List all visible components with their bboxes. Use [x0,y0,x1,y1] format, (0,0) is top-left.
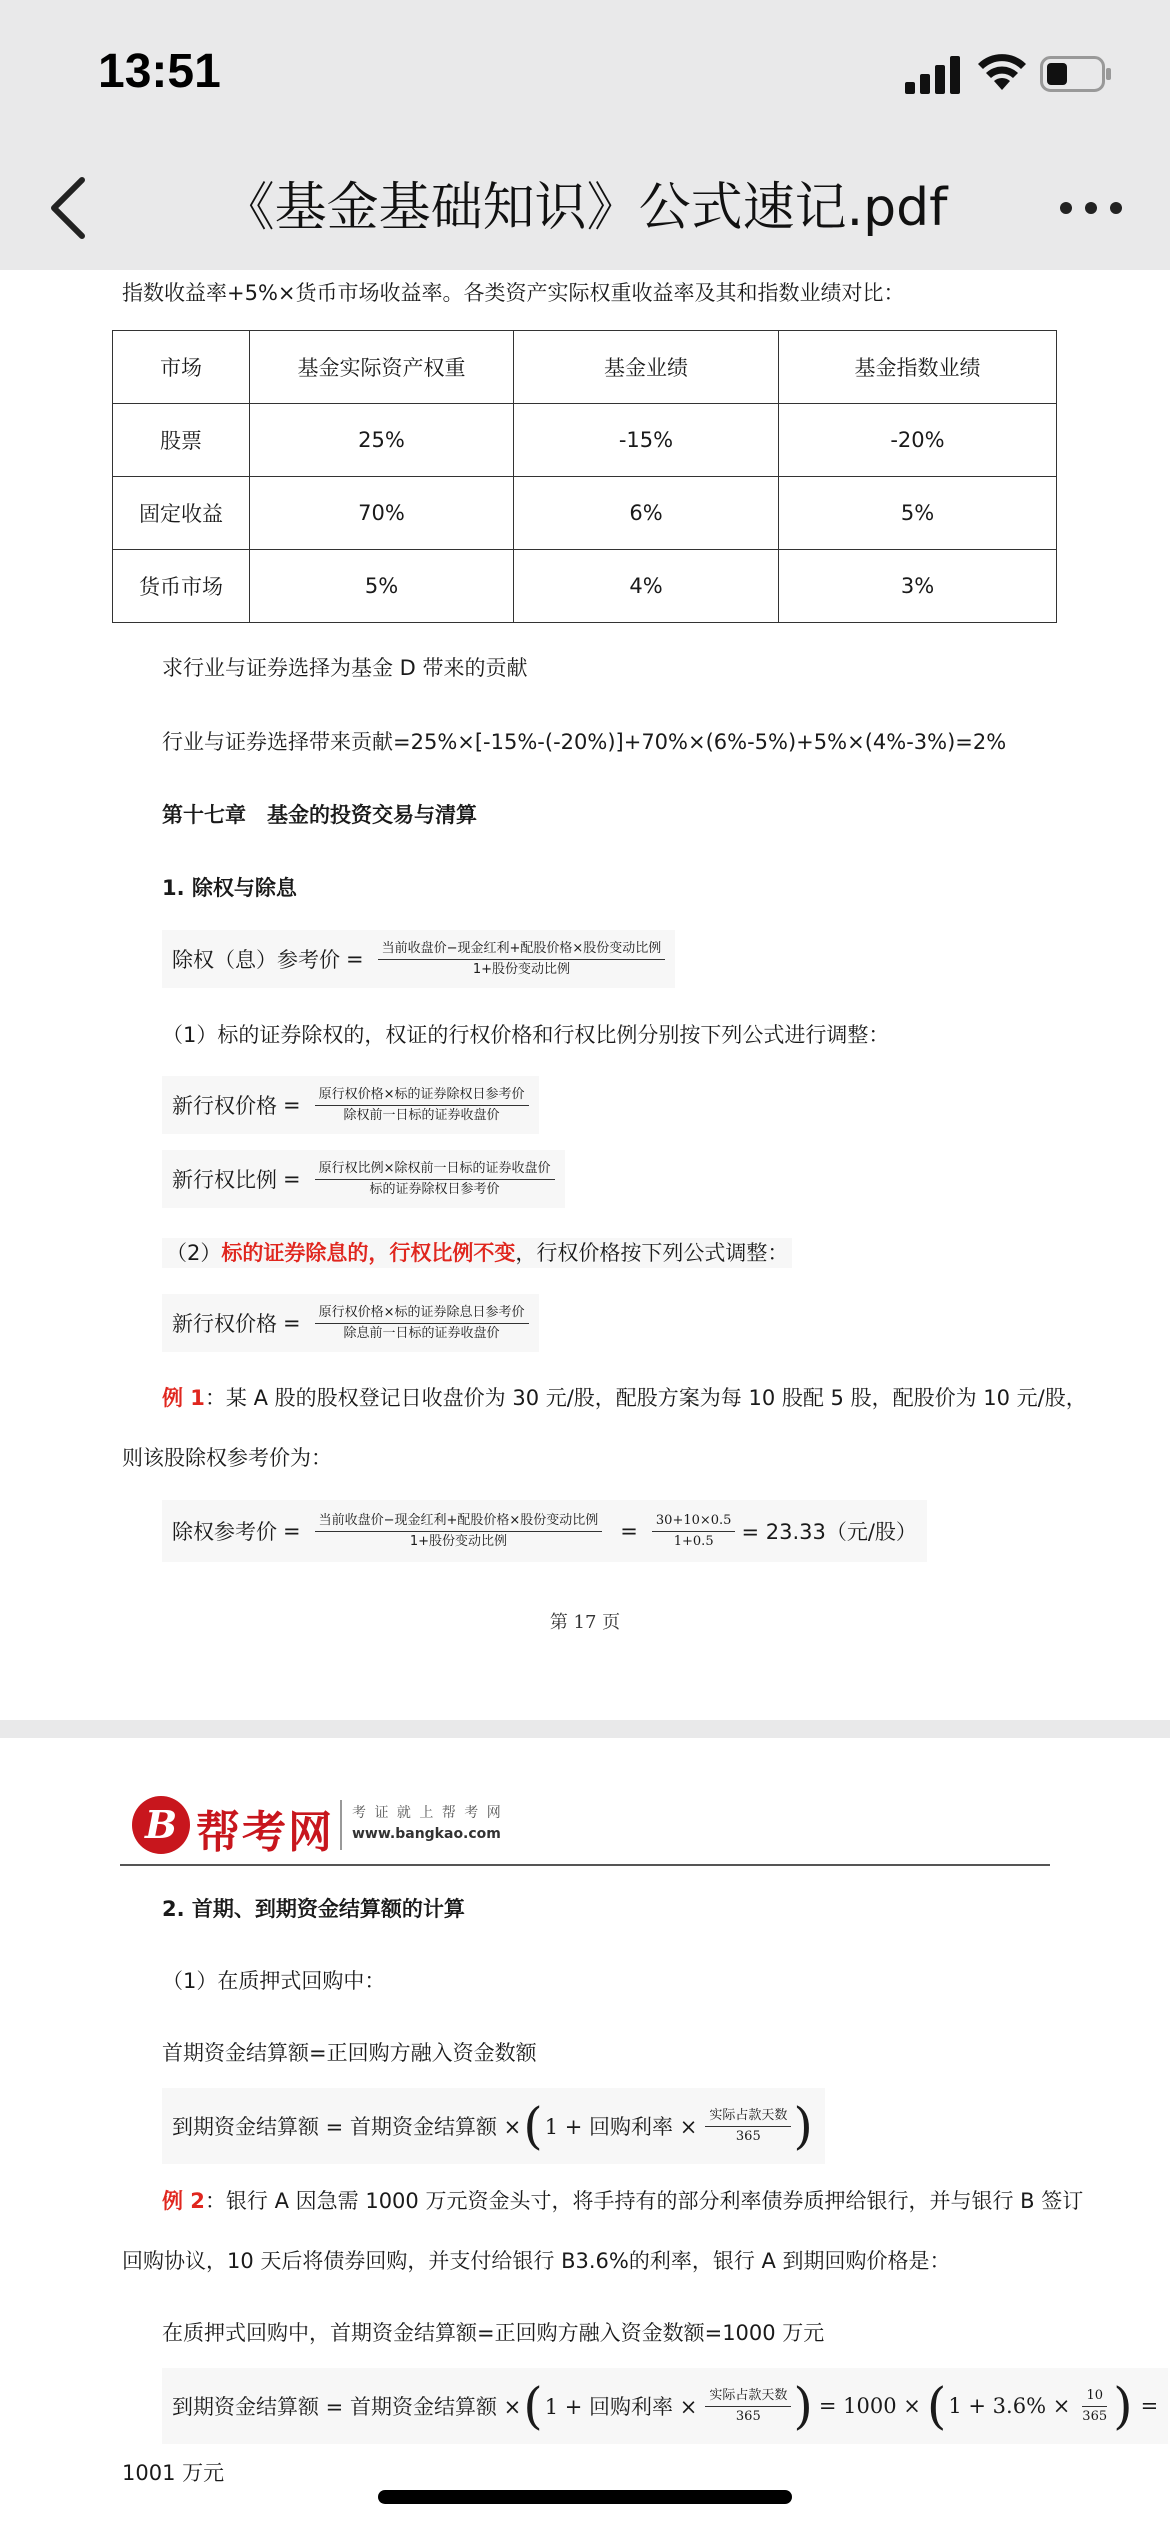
table-cell: 6% [514,477,779,550]
formula-fraction [705,2108,791,2145]
logo-text: 帮考网 [196,1807,334,1858]
answer-text: 行业与证券选择带来贡献=25%×[-15%-(-20%)]+70%×(6%-5%)+5%×(4%-3%)=2% [162,730,1007,754]
table-header-cell: 基金业绩 [514,331,779,404]
formula-fraction [315,1513,603,1550]
table-cell: 5% [250,550,514,623]
table-row [113,404,1057,477]
table-header-cell: 市场 [113,331,250,404]
example-label: 例 1 [162,1386,205,1410]
table-cell: -15% [514,404,779,477]
fraction-numerator: 实际占款天数 [705,2108,791,2127]
table-cell: 4% [514,550,779,623]
fraction-denominator: 1+股份变动比例 [472,961,571,977]
logo-b-icon [130,1794,192,1856]
formula-label: 除权参考价 [172,1520,277,1544]
formula-equals: = [283,1519,301,1543]
formula-fraction [315,1087,529,1124]
formula-label: 到期资金结算额 = 首期资金结算额 × [172,2115,522,2139]
header-divider [120,1864,1050,1866]
fraction-denominator: 1+0.5 [673,1533,714,1549]
bangkao-logo [130,1790,530,1860]
fraction-numerator: 10 [1082,2388,1107,2407]
result-text: 1001 万元 [122,2461,225,2485]
fraction-numerator: 实际占款天数 [705,2388,791,2407]
formula-fraction-2 [1078,2388,1111,2425]
table-header-row [113,331,1057,404]
paragraph-ex-dividend [162,1238,792,1268]
table-cell: 货币市场 [113,550,250,623]
pdf-page-18[interactable] [0,1738,1170,2538]
pdf-page-17[interactable] [0,270,1170,1720]
fraction-numerator: 当前收盘价−现金红利+配股价格×股份变动比例 [315,1513,603,1532]
fraction-numerator: 30+10×0.5 [652,1513,736,1532]
formula-fraction-numeric [652,1513,736,1550]
example-1-line [162,1383,1087,1413]
highlight-text: 标的证券除息的，行权比例不变 [221,1241,516,1265]
formula-new-exercise-price-dividend [162,1294,539,1352]
back-chevron-icon[interactable] [44,172,90,244]
example-2-line [162,2186,1083,2216]
performance-table [112,330,1057,623]
home-indicator[interactable] [378,2490,792,2504]
formula-result: = 23.33（元/股） [741,1520,917,1544]
subsection-text: （1）在质押式回购中： [162,1969,386,1993]
formula-equals: = [283,1093,301,1117]
section-heading: 2. 首期、到期资金结算额的计算 [162,1897,465,1921]
document-title: 《基金基础知识》公式速记.pdf [222,178,948,238]
example-1-line-2: 则该股除权参考价为： [122,1446,332,1470]
chapter-heading: 第十七章 基金的投资交易与清算 [162,803,477,827]
initial-settlement-text: 首期资金结算额=正回购方融入资金数额 [162,2041,537,2065]
cellular-signal-icon [905,54,961,94]
logo-slogan: 考 证 就 上 帮 考 网 [352,1805,503,1821]
status-bar [0,0,1170,150]
fraction-denominator: 1+股份变动比例 [409,1533,508,1549]
formula-new-exercise-price [162,1076,539,1134]
table-cell: 25% [250,404,514,477]
nav-bar [0,150,1170,270]
table-cell: 股票 [113,404,250,477]
initial-settlement-example: 在质押式回购中，首期资金结算额=正回购方融入资金数额=1000 万元 [162,2321,825,2345]
table-cell: 5% [779,477,1057,550]
formula-label: 新行权价格 [172,1094,277,1118]
paragraph-ex-rights: （1）标的证券除权的，权证的行权价格和行权比例分别按下列公式进行调整： [162,1023,890,1047]
wifi-icon [976,50,1028,94]
paragraph-suffix: ，行权价格按下列公式调整： [515,1241,789,1265]
intro-text: 指数收益率+5%×货币市场收益率。各类资产实际权重收益率及其和指数业绩对比： [122,281,905,305]
formula-inner: 1 + 回购利率 × [544,2395,698,2419]
table-cell: 3% [779,550,1057,623]
fraction-numerator: 原行权比例×除权前一日标的证券收盘价 [315,1161,555,1180]
formula-ex-rights-example [162,1500,927,1562]
fraction-denominator: 365 [1082,2408,1108,2424]
fraction-numerator: 原行权价格×标的证券除息日参考价 [315,1305,529,1324]
table-cell: 70% [250,477,514,550]
status-time: 13:51 [98,45,221,98]
more-options-icon[interactable] [1056,198,1126,218]
formula-mid: = 1000 × [818,2394,921,2418]
table-cell: -20% [779,404,1057,477]
formula-ex-rights-price [162,930,675,988]
formula-label: 到期资金结算额 = 首期资金结算额 × [172,2395,522,2419]
formula-maturity-settlement: 到期资金结算额 = 首期资金结算额 × ( 1 + 回购利率 × $\frac{\text{实际占款天数}}{365}$ ) [162,2088,825,2164]
formula-fraction [378,941,666,978]
formula-label: 新行权价格 [172,1312,277,1336]
table-header-cell: 基金实际资产权重 [250,331,514,404]
fraction-denominator: 365 [735,2128,761,2144]
fraction-numerator: 当前收盘价−现金红利+配股价格×股份变动比例 [378,941,666,960]
table-row [113,477,1057,550]
paragraph-prefix: （2） [166,1241,222,1265]
formula-end: = [1140,2394,1159,2418]
fraction-numerator: 原行权价格×标的证券除权日参考价 [315,1087,529,1106]
table-row [113,550,1057,623]
fraction-denominator: 365 [735,2408,761,2424]
table-header-cell: 基金指数业绩 [779,331,1057,404]
formula-equals: = [346,947,364,971]
formula-label: 新行权比例 [172,1168,277,1192]
svg-text:B: B [144,1802,178,1847]
example-text: ：某 A 股的股权登记日收盘价为 30 元/股，配股方案为每 10 股配 5 股，配股价为 10 元/股， [204,1386,1087,1410]
formula-fraction [315,1161,555,1198]
formula-fraction [315,1305,529,1342]
formula-equals: = [283,1311,301,1335]
fraction-denominator: 除权前一日标的证券收盘价 [343,1107,500,1123]
formula-inner: 1 + 回购利率 × [544,2115,698,2139]
formula-fraction [705,2388,791,2425]
page-number: 第 17 页 [549,1612,621,1633]
fraction-denominator: 除息前一日标的证券收盘价 [343,1325,500,1341]
formula-equals: = [283,1167,301,1191]
formula-equals: = [620,1519,638,1543]
logo-url: www.bangkao.com [352,1826,501,1842]
section-heading: 1. 除权与除息 [162,876,297,900]
formula-label: 除权（息）参考价 [172,948,340,972]
formula-new-exercise-ratio [162,1150,565,1208]
table-cell: 固定收益 [113,477,250,550]
example-text: ：银行 A 因急需 1000 万元资金头寸，将手持有的部分利率债券质押给银行，并与银行 B 签订 [204,2189,1084,2213]
formula-inner-2: 1 + 3.6% × [948,2394,1071,2418]
fraction-denominator: 标的证券除权日参考价 [369,1181,500,1197]
example-label: 例 2 [162,2189,205,2213]
question-text: 求行业与证券选择为基金 D 带来的贡献 [162,656,528,680]
formula-maturity-example: 到期资金结算额 = 首期资金结算额 × ( 1 + 回购利率 × $\frac{\text{实际占款天数}}{365}$ ) = 1000 × ( 1 + 3.6% × $\frac{10}{365}$ ) = [162,2368,1168,2444]
example-2-line-2: 回购协议，10 天后将债券回购，并支付给银行 B3.6%的利率，银行 A 到期回购价格是： [122,2249,951,2273]
battery-icon [1040,56,1112,92]
